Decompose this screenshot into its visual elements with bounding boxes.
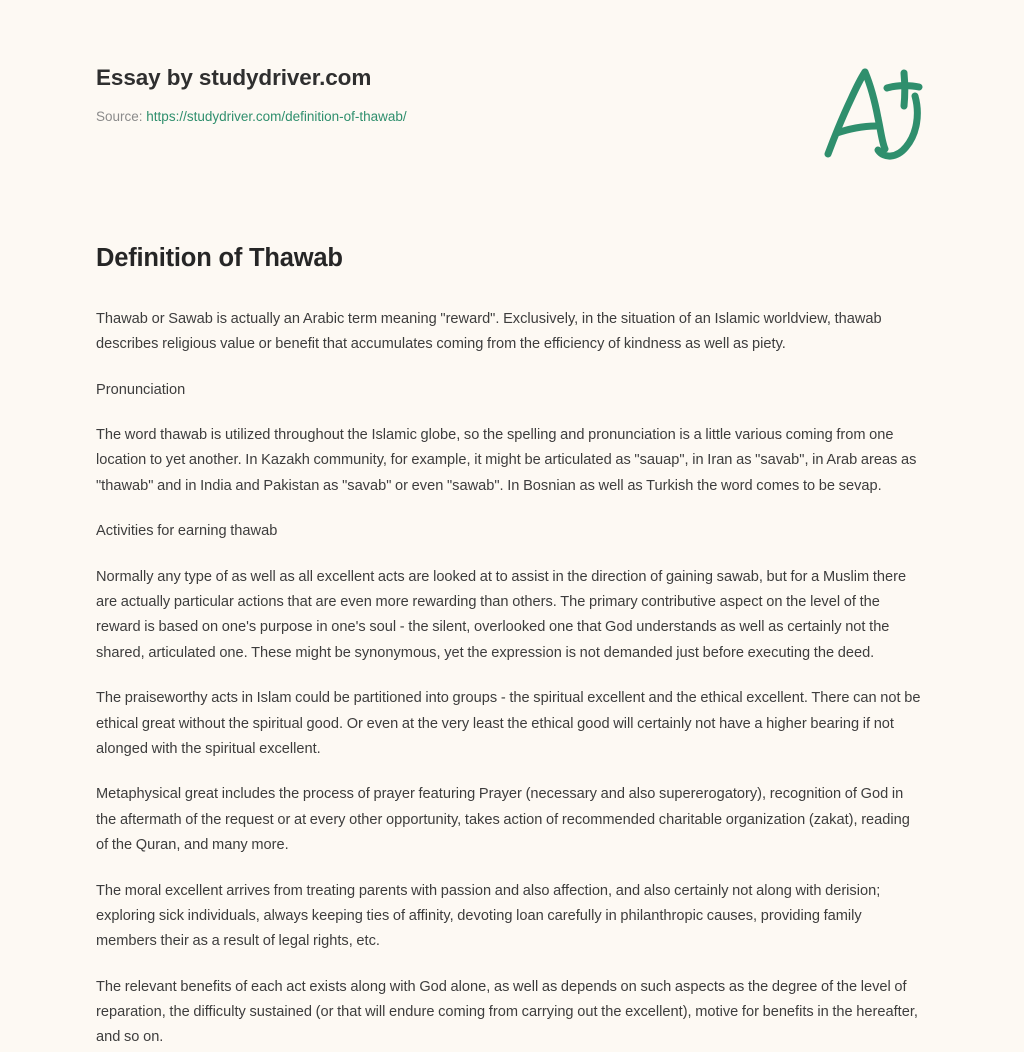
page-header bbox=[96, 64, 928, 184]
paragraph-intro: Thawab or Sawab is actually an Arabic term meaning "reward". Exclusively, in the situation of an Islamic worldview, thawab describes religious value or benefit that accumulates coming from the efficiency of kindness as well as piety. bbox=[96, 310, 882, 352]
page-title: Definition of Thawab bbox=[96, 244, 343, 272]
source-label: Source: bbox=[96, 109, 143, 124]
subheading-pronunciation: Pronunciation bbox=[96, 381, 186, 398]
paragraph-activities: Normally any type of as well as all excellent acts are looked at to assist in the direction of gaining sawab, but for a Muslim there are actually particular actions that are even more rewarding than others. The primary contributive aspect on the level of the reward is based on one's purpose in one's soul - the silent, overlooked one that God understands as well as certainly not the shared, articulated one. These might be synonymous, yet the expression is not demanded just before executing the deed. bbox=[96, 569, 907, 661]
source-line bbox=[96, 108, 928, 126]
paragraph-praiseworthy-acts: The praiseworthy acts in Islam could be partitioned into groups - the spiritual excellent and the ethical excellent. There can not be ethical great without the spiritual good. Or even at the very least the ethical good will certainly not have a higher bearing if not alonged with the spiritual excellent. bbox=[96, 690, 921, 757]
brand-title: Essay by studydriver.com bbox=[96, 65, 372, 90]
source-url-link[interactable]: https://studydriver.com/definition-of-thawab/ bbox=[146, 109, 407, 124]
a-plus-logo bbox=[820, 54, 928, 164]
paragraph-metaphysical: Metaphysical great includes the process of prayer featuring Prayer (necessary and also supererogatory), recognition of God in the aftermath of the request or at every other opportunity, takes action of recommended charitable organization (zakat), reading of the Quran, and many more. bbox=[96, 786, 910, 853]
paragraph-pronunciation: The word thawab is utilized throughout the Islamic globe, so the spelling and pronunciation is a little various coming from one location to yet another. In Kazakh community, for example, it might be articulated as "sauap", in Iran as "savab", in Arab areas as "thawab" and in India and Pakistan as "savab" or even "sawab". In Bosnian as well as Turkish the word comes to be sevap. bbox=[96, 427, 917, 494]
paragraph-moral: The moral excellent arrives from treating parents with passion and also affection, and also certainly not along with derision; exploring sick individuals, always keeping ties of affinity, devoting loan carefully in philanthropic causes, providing family members their as a result of legal rights, etc. bbox=[96, 882, 881, 949]
subheading-activities: Activities for earning thawab bbox=[96, 523, 278, 540]
paragraph-benefits: The relevant benefits of each act exists along with God alone, as well as depends on such aspects as the degree of the level of reparation, the difficulty sustained (or that will endure coming from carrying out the excellent), motive for benefits in the hereafter, and so on. bbox=[96, 978, 918, 1046]
document-body bbox=[96, 243, 924, 1050]
